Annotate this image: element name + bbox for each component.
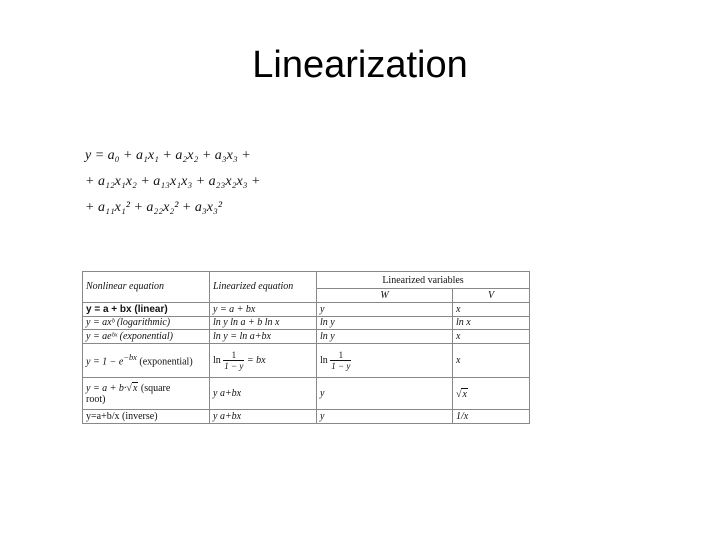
cell-linearized: ln y = ln a+bx — [210, 330, 317, 344]
table-row — [83, 316, 530, 330]
cell-w: ln y — [317, 316, 453, 330]
fraction: $\frac{1}{1 - y}$ — [331, 350, 351, 372]
header-linearized-variables: Linearized variables — [317, 272, 530, 289]
linearization-table — [82, 271, 530, 424]
cell-w: ln $\frac{1}{1 - y}$ — [317, 343, 453, 377]
header-nonlinear: Nonlinear equation — [83, 272, 210, 303]
cell-w: y — [317, 378, 453, 410]
table-row — [83, 330, 530, 344]
cell-linearized: ln $\frac{1}{1 - y}$ = bx — [210, 343, 317, 377]
equation-line-1: y = a₀ + a₁x₁ + a₂x₂ + a₃x₃ + — [85, 148, 251, 163]
cell-nonlinear: y = a + bx (linear) — [83, 302, 210, 316]
cell-v: ln x — [452, 316, 529, 330]
table-row — [83, 302, 530, 316]
sqrt-icon: √ — [455, 388, 462, 400]
table-row — [83, 343, 530, 377]
cell-nonlinear: y = axᵇ (logarithmic) — [83, 316, 210, 330]
cell-linearized: y a+bx — [210, 410, 317, 424]
cell-nonlinear: y = a + b·√x (square root) — [83, 378, 210, 410]
cell-nonlinear: y = aeᵇˣ (exponential) — [83, 330, 210, 344]
cell-w: y — [317, 410, 453, 424]
cell-v: x — [452, 343, 529, 377]
cell-nonlinear: $y = 1 - e^{-bx}$ (exponential) — [83, 343, 210, 377]
table-row — [83, 378, 530, 410]
cell-v: 1/x — [452, 410, 529, 424]
header-v: V — [452, 289, 529, 303]
cell-v: x — [452, 302, 529, 316]
cell-nonlinear: y=a+b/x (inverse) — [83, 410, 210, 424]
equation-line-2: + a₁₂x₁x₂ + a₁₃x₁x₃ + a₂₃x₂x₃ + — [85, 174, 261, 189]
header-linearized: Linearized equation — [210, 272, 317, 303]
cell-w: y — [317, 302, 453, 316]
cell-linearized: y = a + bx — [210, 302, 317, 316]
fraction: $\frac{1}{1 - y}$ — [224, 350, 244, 372]
cell-v: √x — [452, 378, 529, 410]
equation-line-3: + a₁₁x₁² + a₂₂x₂² + a₃x₃² — [85, 200, 223, 215]
header-w: W — [317, 289, 453, 303]
cell-linearized: y a+bx — [210, 378, 317, 410]
cell-v: x — [452, 330, 529, 344]
cell-w: ln y — [317, 330, 453, 344]
slide-title: Linearization — [252, 44, 468, 86]
cell-linearized: ln y ln a + b ln x — [210, 316, 317, 330]
table-row — [83, 410, 530, 424]
